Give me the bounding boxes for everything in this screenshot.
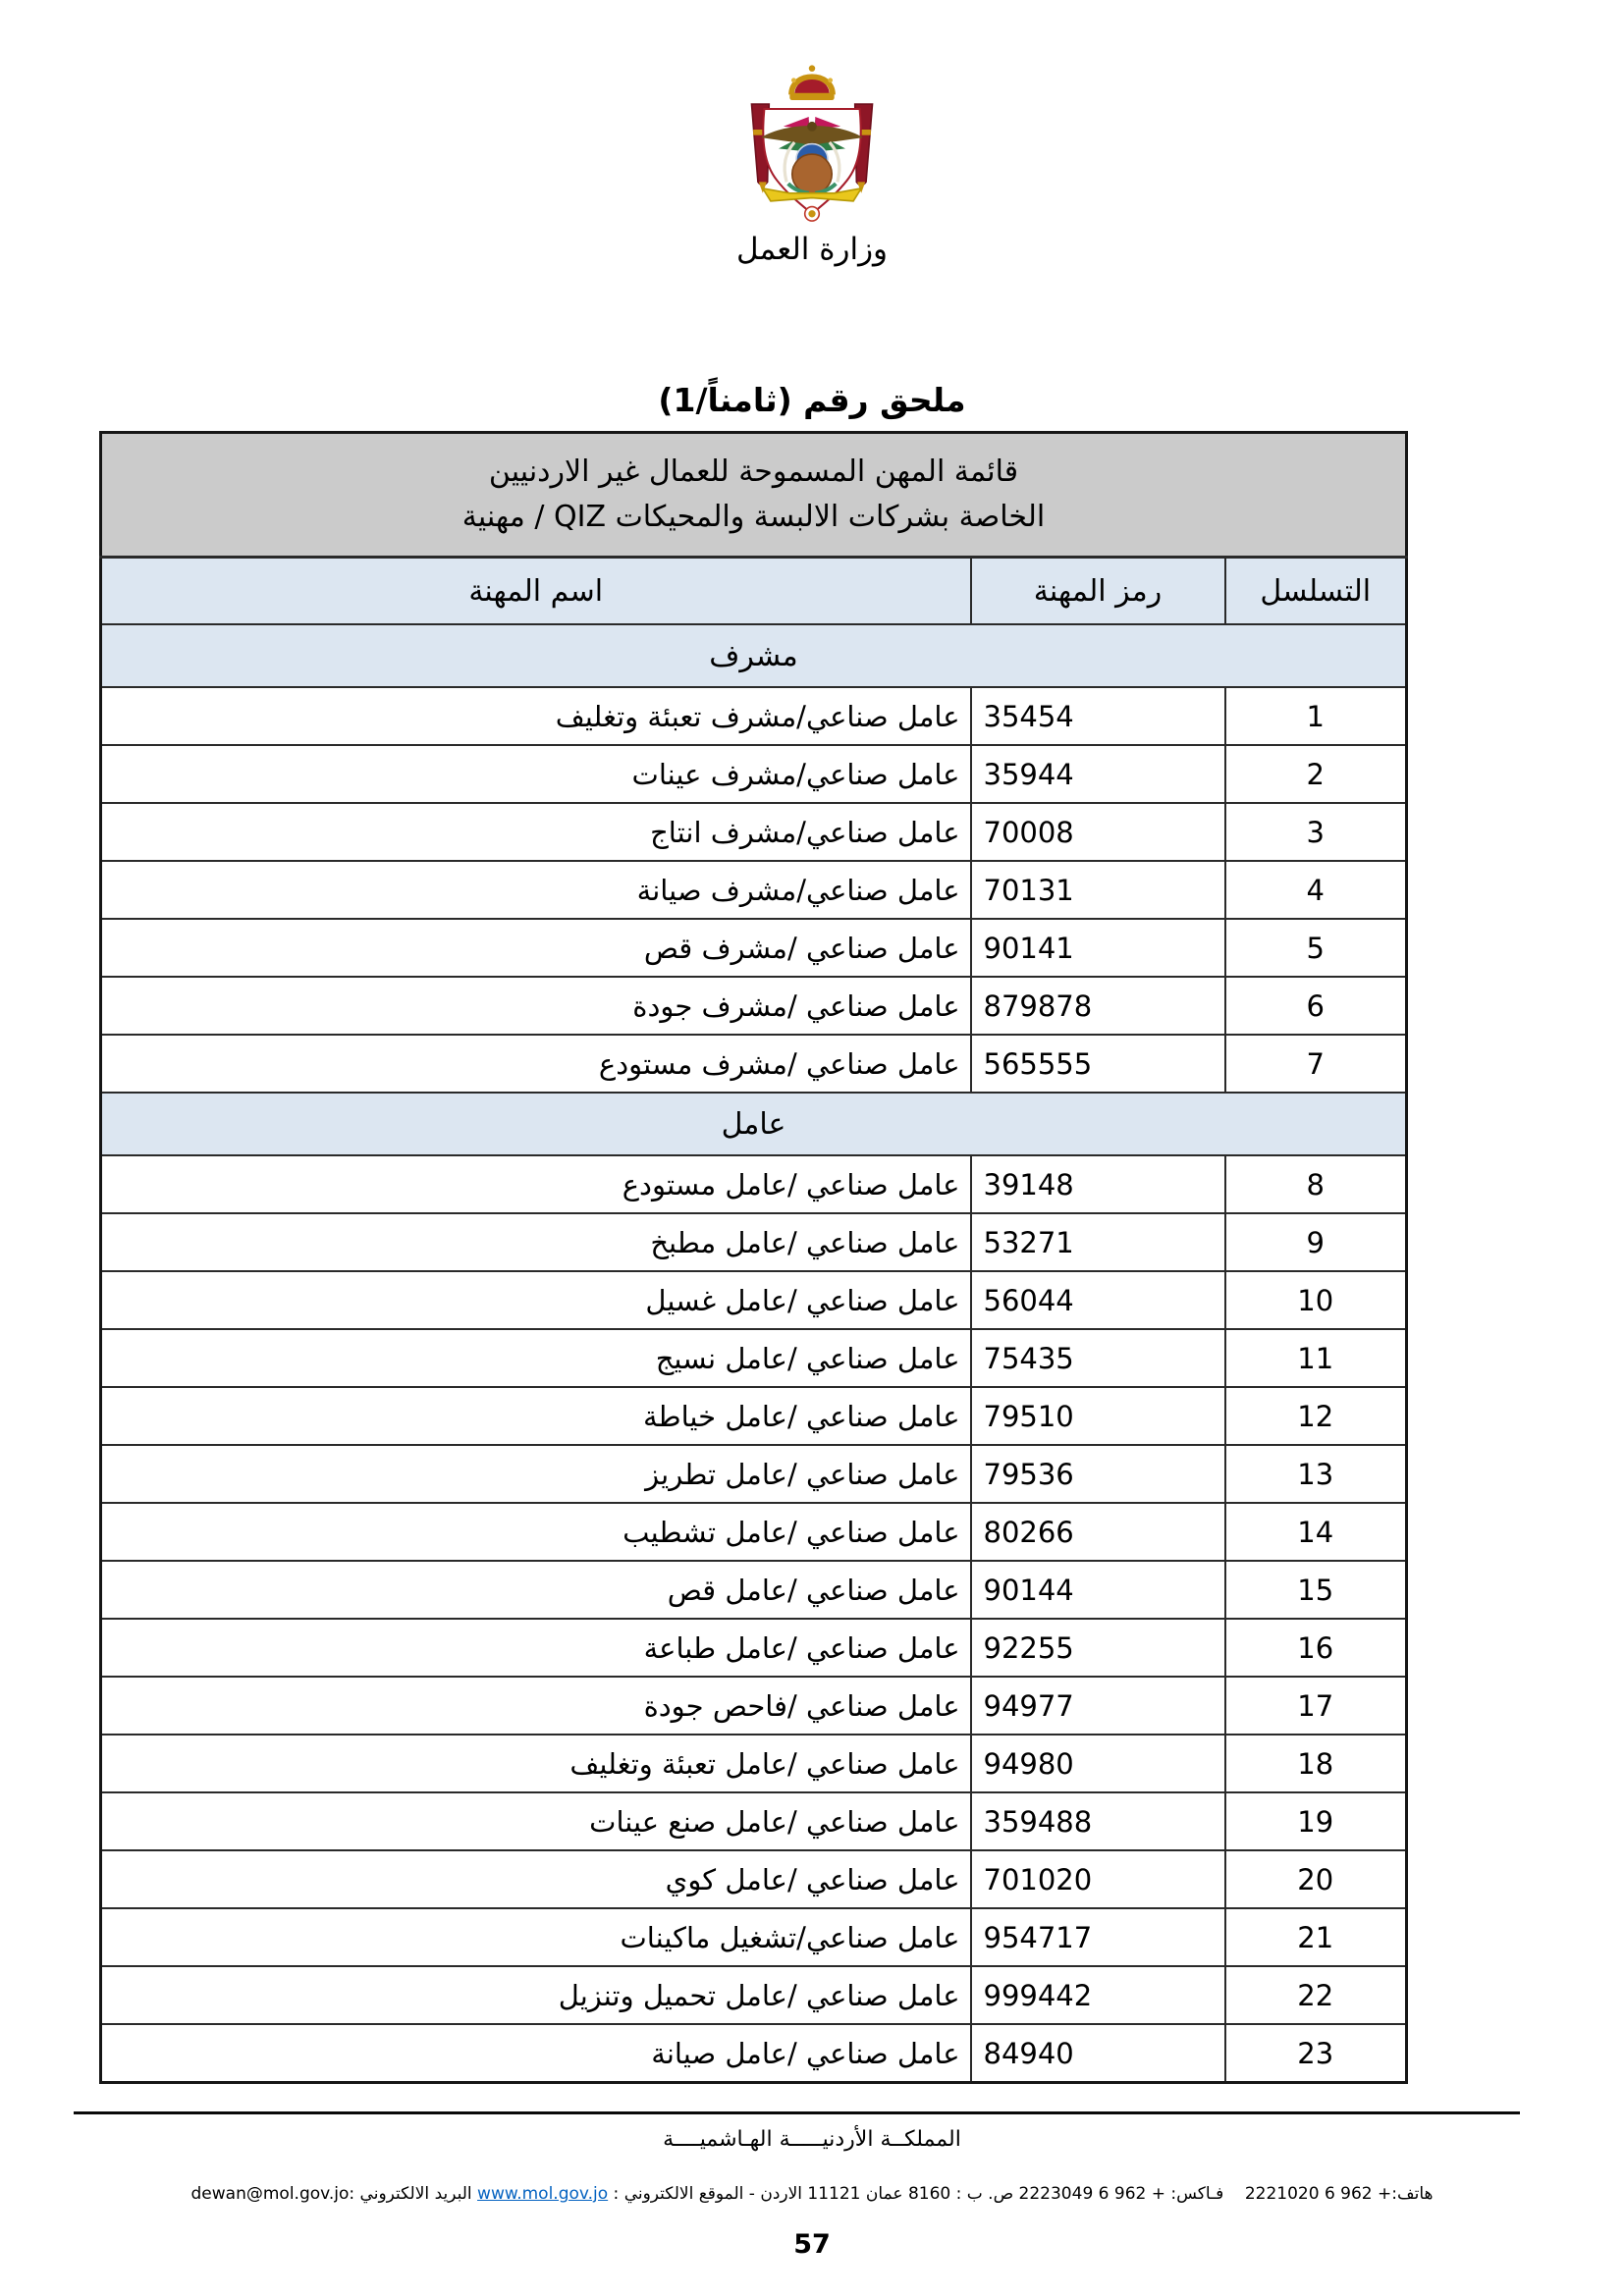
code-cell: 90141 [971, 919, 1225, 977]
serial-cell: 7 [1225, 1035, 1407, 1093]
code-cell: 80266 [971, 1503, 1225, 1561]
code-cell: 359488 [971, 1792, 1225, 1850]
serial-cell: 16 [1225, 1619, 1407, 1677]
name-cell: عامل صناعي /عامل تعبئة وتغليف [100, 1735, 970, 1792]
section-row [100, 624, 1406, 687]
page-title: ملحق رقم (ثامناً/1) [658, 381, 966, 419]
code-cell: 70008 [971, 803, 1225, 861]
name-cell: عامل صناعي /عامل نسيج [100, 1329, 970, 1387]
footer-divider [74, 2111, 1520, 2114]
serial-cell: 5 [1225, 919, 1407, 977]
code-cell: 879878 [971, 977, 1225, 1035]
table-caption-row [100, 433, 1406, 558]
contact-text-before-link: هاتف:+ 962 6 2221020 فـاكس: + 962 6 2223049 ص. ب : 8160 عمان 11121 الاردن - الموقع الالكتروني : [608, 2184, 1434, 2204]
name-cell: عامل صناعي /عامل صنع عينات [100, 1792, 970, 1850]
name-cell: عامل صناعي /عامل تحميل وتنزيل [100, 1966, 970, 2024]
jordan-coat-of-arms-icon [732, 63, 892, 230]
code-cell: 999442 [971, 1966, 1225, 2024]
name-cell: عامل صناعي /عامل مطبخ [100, 1213, 970, 1271]
serial-cell: 4 [1225, 861, 1407, 919]
section-row [100, 1093, 1406, 1155]
serial-cell: 8 [1225, 1155, 1407, 1213]
table-row [100, 2024, 1406, 2083]
name-cell: عامل صناعي /عامل خياطة [100, 1387, 970, 1445]
name-cell: عامل صناعي /عامل غسيل [100, 1271, 970, 1329]
name-cell: عامل صناعي /مشرف مستودع [100, 1035, 970, 1093]
table-row [100, 1213, 1406, 1271]
serial-cell: 23 [1225, 2024, 1407, 2083]
name-cell: عامل صناعي /عامل صيانة [100, 2024, 970, 2083]
table-body [100, 624, 1406, 2083]
contact-text-after-link: البريد الالكتروني :dewan@mol.gov.jo [190, 2184, 478, 2204]
code-cell: 92255 [971, 1619, 1225, 1677]
serial-cell: 15 [1225, 1561, 1407, 1619]
code-cell: 94977 [971, 1677, 1225, 1735]
code-cell: 701020 [971, 1850, 1225, 1908]
table-row [100, 1908, 1406, 1966]
serial-cell: 10 [1225, 1271, 1407, 1329]
table-row [100, 1850, 1406, 1908]
serial-cell: 22 [1225, 1966, 1407, 2024]
website-link[interactable]: www.mol.gov.jo [477, 2184, 609, 2204]
column-header-code: رمز المهنة [971, 558, 1225, 625]
table-row [100, 1735, 1406, 1792]
table-row [100, 1503, 1406, 1561]
code-cell: 53271 [971, 1213, 1225, 1271]
page-number: 57 [793, 2229, 831, 2260]
name-cell: عامل صناعي /عامل طباعة [100, 1619, 970, 1677]
name-cell: عامل صناعي/مشرف تعبئة وتغليف [100, 687, 970, 745]
column-header-serial: التسلسل [1225, 558, 1407, 625]
table-row [100, 1445, 1406, 1503]
serial-cell: 17 [1225, 1677, 1407, 1735]
section-header-cell: عامل [100, 1093, 1406, 1155]
name-cell: عامل صناعي/تشغيل ماكينات [100, 1908, 970, 1966]
code-cell: 79536 [971, 1445, 1225, 1503]
code-cell: 94980 [971, 1735, 1225, 1792]
table-caption [100, 433, 1406, 558]
serial-cell: 3 [1225, 803, 1407, 861]
code-cell: 56044 [971, 1271, 1225, 1329]
table-row [100, 1561, 1406, 1619]
table-row [100, 919, 1406, 977]
table-header-row [100, 558, 1406, 625]
kingdom-name: المملكــة الأردنيـــــة الهـاشميــــة [663, 2127, 961, 2152]
table-row [100, 745, 1406, 803]
table-row [100, 803, 1406, 861]
code-cell: 954717 [971, 1908, 1225, 1966]
name-cell: عامل صناعي/مشرف انتاج [100, 803, 970, 861]
table-row [100, 1329, 1406, 1387]
table-row [100, 861, 1406, 919]
table-row [100, 1966, 1406, 2024]
table-row [100, 1155, 1406, 1213]
code-cell: 565555 [971, 1035, 1225, 1093]
table-row [100, 1619, 1406, 1677]
serial-cell: 14 [1225, 1503, 1407, 1561]
code-cell: 84940 [971, 2024, 1225, 2083]
name-cell: عامل صناعي/مشرف صيانة [100, 861, 970, 919]
table-row [100, 1792, 1406, 1850]
column-header-name: اسم المهنة [100, 558, 970, 625]
name-cell: عامل صناعي /عامل تطريز [100, 1445, 970, 1503]
name-cell: عامل صناعي /عامل كوي [100, 1850, 970, 1908]
serial-cell: 20 [1225, 1850, 1407, 1908]
serial-cell: 6 [1225, 977, 1407, 1035]
contact-line [0, 2184, 1624, 2204]
serial-cell: 21 [1225, 1908, 1407, 1966]
code-cell: 90144 [971, 1561, 1225, 1619]
name-cell: عامل صناعي/مشرف عينات [100, 745, 970, 803]
table-row [100, 1677, 1406, 1735]
document-header [0, 0, 1624, 267]
table-row [100, 687, 1406, 745]
name-cell: عامل صناعي /مشرف جودة [100, 977, 970, 1035]
serial-cell: 13 [1225, 1445, 1407, 1503]
table-row [100, 1387, 1406, 1445]
serial-cell: 18 [1225, 1735, 1407, 1792]
table-caption-line2: الخاصة بشركات الالبسة والمحيكات QIZ / مهنية [461, 500, 1046, 534]
name-cell: عامل صناعي /عامل قص [100, 1561, 970, 1619]
serial-cell: 9 [1225, 1213, 1407, 1271]
serial-cell: 2 [1225, 745, 1407, 803]
code-cell: 35944 [971, 745, 1225, 803]
serial-cell: 1 [1225, 687, 1407, 745]
table-row [100, 1035, 1406, 1093]
ministry-name: وزارة العمل [735, 232, 889, 267]
code-cell: 70131 [971, 861, 1225, 919]
name-cell: عامل صناعي /مشرف قص [100, 919, 970, 977]
code-cell: 75435 [971, 1329, 1225, 1387]
serial-cell: 19 [1225, 1792, 1407, 1850]
code-cell: 39148 [971, 1155, 1225, 1213]
code-cell: 35454 [971, 687, 1225, 745]
serial-cell: 12 [1225, 1387, 1407, 1445]
name-cell: عامل صناعي /فاحص جودة [100, 1677, 970, 1735]
code-cell: 79510 [971, 1387, 1225, 1445]
table-caption-line1: قائمة المهن المسموحة للعمال غير الاردنيين [488, 454, 1019, 489]
name-cell: عامل صناعي /عامل تشطيب [100, 1503, 970, 1561]
professions-table [99, 431, 1408, 2084]
section-header-cell: مشرف [100, 624, 1406, 687]
table-row [100, 977, 1406, 1035]
name-cell: عامل صناعي /عامل مستودع [100, 1155, 970, 1213]
serial-cell: 11 [1225, 1329, 1407, 1387]
table-row [100, 1271, 1406, 1329]
